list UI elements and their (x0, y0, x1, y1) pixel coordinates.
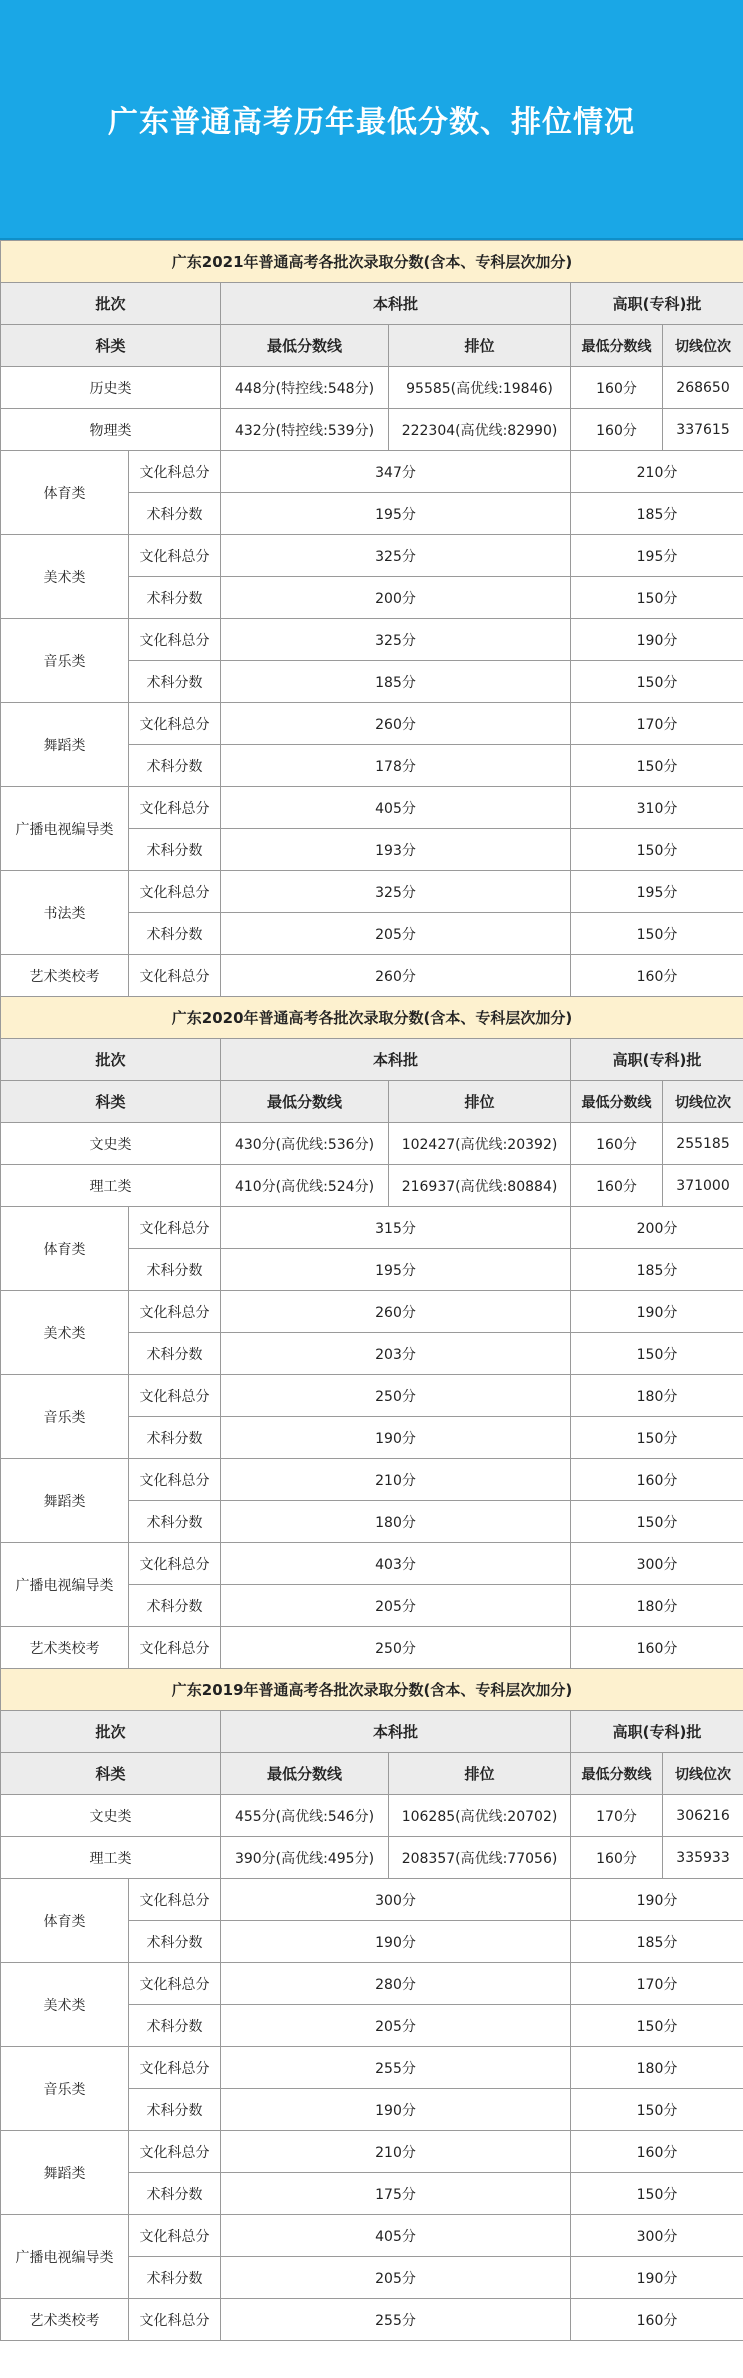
gaozhi-score-cell: 150分 (571, 1501, 743, 1543)
gz-rank-cell: 268650 (663, 367, 743, 409)
gz-rank-cell: 371000 (663, 1165, 743, 1207)
header-min-score: 最低分数线 (221, 325, 389, 367)
min-score-cell: 410分(高优线:524分) (221, 1165, 389, 1207)
benke-score-cell: 347分 (221, 451, 571, 493)
gz-score-cell: 160分 (571, 1123, 663, 1165)
gaozhi-score-cell: 300分 (571, 1543, 743, 1585)
art-category-name: 美术类 (1, 1291, 129, 1375)
gaozhi-score-cell: 300分 (571, 2215, 743, 2257)
gaozhi-score-cell: 195分 (571, 871, 743, 913)
art-row-label: 术科分数 (129, 2089, 221, 2131)
header-category: 科类 (1, 1081, 221, 1123)
gz-rank-cell: 335933 (663, 1837, 743, 1879)
gaozhi-score-cell: 195分 (571, 535, 743, 577)
header-rank: 排位 (389, 1081, 571, 1123)
scores-table-body (1, 241, 743, 2341)
gz-rank-cell: 337615 (663, 409, 743, 451)
art-category-name: 音乐类 (1, 2047, 129, 2131)
gaozhi-score-cell: 150分 (571, 2005, 743, 2047)
gaozhi-score-cell: 150分 (571, 2089, 743, 2131)
header-category: 科类 (1, 1753, 221, 1795)
section-title-row (1, 997, 743, 1039)
art-row-label: 术科分数 (129, 1417, 221, 1459)
section-title: 广东2020年普通高考各批次录取分数(含本、专科层次加分) (1, 997, 743, 1039)
table-row (1, 619, 743, 661)
art-row-label: 术科分数 (129, 913, 221, 955)
gaozhi-score-cell: 160分 (571, 1627, 743, 1669)
min-score-cell: 448分(特控线:548分) (221, 367, 389, 409)
gaozhi-score-cell: 180分 (571, 2047, 743, 2089)
table-row (1, 1123, 743, 1165)
gaozhi-score-cell: 150分 (571, 2173, 743, 2215)
art-row-label: 术科分数 (129, 661, 221, 703)
rank-cell: 208357(高优线:77056) (389, 1837, 571, 1879)
gaozhi-score-cell: 150分 (571, 577, 743, 619)
art-category-name: 舞蹈类 (1, 703, 129, 787)
gaozhi-score-cell: 150分 (571, 1333, 743, 1375)
table-row (1, 409, 743, 451)
gz-score-cell: 170分 (571, 1795, 663, 1837)
art-category-name: 体育类 (1, 1879, 129, 1963)
benke-score-cell: 205分 (221, 1585, 571, 1627)
gz-rank-cell: 306216 (663, 1795, 743, 1837)
table-row (1, 1207, 743, 1249)
section-title-row (1, 241, 743, 283)
art-row-label: 文化科总分 (129, 1963, 221, 2005)
benke-score-cell: 190分 (221, 2089, 571, 2131)
art-row-label: 文化科总分 (129, 955, 221, 997)
art-category-name: 广播电视编导类 (1, 1543, 129, 1627)
benke-score-cell: 178分 (221, 745, 571, 787)
gaozhi-score-cell: 160分 (571, 955, 743, 997)
gaozhi-score-cell: 180分 (571, 1585, 743, 1627)
header-rank: 排位 (389, 1753, 571, 1795)
art-row-label: 文化科总分 (129, 619, 221, 661)
header-benke: 本科批 (221, 1039, 571, 1081)
header-min-score: 最低分数线 (221, 1753, 389, 1795)
header-batch: 批次 (1, 1039, 221, 1081)
min-score-cell: 390分(高优线:495分) (221, 1837, 389, 1879)
art-row-label: 术科分数 (129, 1249, 221, 1291)
gaozhi-score-cell: 160分 (571, 2131, 743, 2173)
benke-score-cell: 260分 (221, 955, 571, 997)
gaozhi-score-cell: 150分 (571, 1417, 743, 1459)
art-row-label: 文化科总分 (129, 1291, 221, 1333)
gaozhi-score-cell: 150分 (571, 829, 743, 871)
art-row-label: 术科分数 (129, 2257, 221, 2299)
benke-score-cell: 175分 (221, 2173, 571, 2215)
table-row (1, 2299, 743, 2341)
art-category-name: 美术类 (1, 535, 129, 619)
art-category-name: 体育类 (1, 451, 129, 535)
art-category-name: 体育类 (1, 1207, 129, 1291)
header-gz-min-score: 最低分数线 (571, 1081, 663, 1123)
gaozhi-score-cell: 190分 (571, 1291, 743, 1333)
art-row-label: 文化科总分 (129, 871, 221, 913)
table-row (1, 2047, 743, 2089)
header-cut-rank: 切线位次 (663, 1081, 743, 1123)
art-row-label: 文化科总分 (129, 451, 221, 493)
benke-score-cell: 190分 (221, 1417, 571, 1459)
header-rank: 排位 (389, 325, 571, 367)
table-row (1, 2131, 743, 2173)
art-row-label: 术科分数 (129, 493, 221, 535)
gaozhi-score-cell: 170分 (571, 1963, 743, 2005)
table-row (1, 1375, 743, 1417)
benke-score-cell: 280分 (221, 1963, 571, 2005)
benke-score-cell: 205分 (221, 913, 571, 955)
min-score-cell: 432分(特控线:539分) (221, 409, 389, 451)
table-row (1, 367, 743, 409)
gz-score-cell: 160分 (571, 367, 663, 409)
header-gaozhi: 高职(专科)批 (571, 283, 743, 325)
table-row (1, 871, 743, 913)
category-name: 历史类 (1, 367, 221, 409)
gaozhi-score-cell: 190分 (571, 619, 743, 661)
header-row-batch (1, 283, 743, 325)
header-batch: 批次 (1, 1711, 221, 1753)
benke-score-cell: 210分 (221, 2131, 571, 2173)
benke-score-cell: 405分 (221, 2215, 571, 2257)
benke-score-cell: 205分 (221, 2257, 571, 2299)
section-title-row (1, 1669, 743, 1711)
rank-cell: 102427(高优线:20392) (389, 1123, 571, 1165)
benke-score-cell: 405分 (221, 787, 571, 829)
category-name: 文史类 (1, 1795, 221, 1837)
art-row-label: 文化科总分 (129, 1543, 221, 1585)
benke-score-cell: 210分 (221, 1459, 571, 1501)
benke-score-cell: 260分 (221, 1291, 571, 1333)
art-row-label: 文化科总分 (129, 535, 221, 577)
art-row-label: 文化科总分 (129, 2131, 221, 2173)
header-row-columns (1, 1081, 743, 1123)
gaozhi-score-cell: 310分 (571, 787, 743, 829)
rank-cell: 216937(高优线:80884) (389, 1165, 571, 1207)
art-row-label: 文化科总分 (129, 2299, 221, 2341)
art-row-label: 术科分数 (129, 745, 221, 787)
header-batch: 批次 (1, 283, 221, 325)
art-row-label: 文化科总分 (129, 1207, 221, 1249)
art-row-label: 术科分数 (129, 577, 221, 619)
page-title: 广东普通高考历年最低分数、排位情况 (108, 105, 635, 140)
header-gaozhi: 高职(专科)批 (571, 1711, 743, 1753)
gaozhi-score-cell: 185分 (571, 493, 743, 535)
art-row-label: 术科分数 (129, 2173, 221, 2215)
rank-cell: 95585(高优线:19846) (389, 367, 571, 409)
art-row-label: 文化科总分 (129, 787, 221, 829)
benke-score-cell: 205分 (221, 2005, 571, 2047)
benke-score-cell: 190分 (221, 1921, 571, 1963)
min-score-cell: 430分(高优线:536分) (221, 1123, 389, 1165)
art-category-name: 书法类 (1, 871, 129, 955)
table-row (1, 1879, 743, 1921)
header-gz-min-score: 最低分数线 (571, 1753, 663, 1795)
gaozhi-score-cell: 185分 (571, 1249, 743, 1291)
gaozhi-score-cell: 150分 (571, 745, 743, 787)
table-row (1, 1963, 743, 2005)
header-row-batch (1, 1711, 743, 1753)
header-min-score: 最低分数线 (221, 1081, 389, 1123)
header-row-columns (1, 325, 743, 367)
benke-score-cell: 260分 (221, 703, 571, 745)
header-row-columns (1, 1753, 743, 1795)
benke-score-cell: 255分 (221, 2299, 571, 2341)
table-row (1, 451, 743, 493)
art-row-label: 文化科总分 (129, 2215, 221, 2257)
art-row-label: 文化科总分 (129, 703, 221, 745)
gaozhi-score-cell: 170分 (571, 703, 743, 745)
gaozhi-score-cell: 160分 (571, 1459, 743, 1501)
header-cut-rank: 切线位次 (663, 1753, 743, 1795)
benke-score-cell: 180分 (221, 1501, 571, 1543)
table-row (1, 1459, 743, 1501)
table-row (1, 1291, 743, 1333)
gaozhi-score-cell: 150分 (571, 661, 743, 703)
art-category-name: 美术类 (1, 1963, 129, 2047)
category-name: 物理类 (1, 409, 221, 451)
art-category-name: 音乐类 (1, 619, 129, 703)
scores-table (0, 240, 743, 2341)
art-category-name: 艺术类校考 (1, 1627, 129, 1669)
art-category-name: 艺术类校考 (1, 955, 129, 997)
table-row (1, 955, 743, 997)
benke-score-cell: 195分 (221, 1249, 571, 1291)
benke-score-cell: 403分 (221, 1543, 571, 1585)
gaozhi-score-cell: 180分 (571, 1375, 743, 1417)
art-row-label: 文化科总分 (129, 1459, 221, 1501)
section-title: 广东2021年普通高考各批次录取分数(含本、专科层次加分) (1, 241, 743, 283)
art-category-name: 音乐类 (1, 1375, 129, 1459)
art-row-label: 术科分数 (129, 1921, 221, 1963)
benke-score-cell: 195分 (221, 493, 571, 535)
gaozhi-score-cell: 210分 (571, 451, 743, 493)
table-row (1, 2215, 743, 2257)
gz-score-cell: 160分 (571, 1837, 663, 1879)
header-cut-rank: 切线位次 (663, 325, 743, 367)
benke-score-cell: 300分 (221, 1879, 571, 1921)
header-gaozhi: 高职(专科)批 (571, 1039, 743, 1081)
table-row (1, 1165, 743, 1207)
gaozhi-score-cell: 160分 (571, 2299, 743, 2341)
table-row (1, 787, 743, 829)
table-row (1, 1627, 743, 1669)
category-name: 理工类 (1, 1165, 221, 1207)
table-row (1, 703, 743, 745)
benke-score-cell: 315分 (221, 1207, 571, 1249)
art-category-name: 舞蹈类 (1, 2131, 129, 2215)
gaozhi-score-cell: 200分 (571, 1207, 743, 1249)
table-row (1, 1543, 743, 1585)
benke-score-cell: 250分 (221, 1375, 571, 1417)
art-row-label: 术科分数 (129, 1333, 221, 1375)
gz-rank-cell: 255185 (663, 1123, 743, 1165)
benke-score-cell: 325分 (221, 619, 571, 661)
art-row-label: 术科分数 (129, 2005, 221, 2047)
art-category-name: 广播电视编导类 (1, 787, 129, 871)
benke-score-cell: 250分 (221, 1627, 571, 1669)
gaozhi-score-cell: 185分 (571, 1921, 743, 1963)
art-category-name: 舞蹈类 (1, 1459, 129, 1543)
art-row-label: 文化科总分 (129, 1627, 221, 1669)
art-row-label: 术科分数 (129, 1501, 221, 1543)
category-name: 文史类 (1, 1123, 221, 1165)
benke-score-cell: 325分 (221, 871, 571, 913)
art-row-label: 文化科总分 (129, 1375, 221, 1417)
min-score-cell: 455分(高优线:546分) (221, 1795, 389, 1837)
rank-cell: 222304(高优线:82990) (389, 409, 571, 451)
table-row (1, 535, 743, 577)
benke-score-cell: 193分 (221, 829, 571, 871)
art-row-label: 术科分数 (129, 1585, 221, 1627)
art-row-label: 术科分数 (129, 829, 221, 871)
rank-cell: 106285(高优线:20702) (389, 1795, 571, 1837)
benke-score-cell: 255分 (221, 2047, 571, 2089)
benke-score-cell: 325分 (221, 535, 571, 577)
header-gz-min-score: 最低分数线 (571, 325, 663, 367)
header-benke: 本科批 (221, 283, 571, 325)
benke-score-cell: 200分 (221, 577, 571, 619)
header-row-batch (1, 1039, 743, 1081)
art-category-name: 艺术类校考 (1, 2299, 129, 2341)
art-category-name: 广播电视编导类 (1, 2215, 129, 2299)
gz-score-cell: 160分 (571, 1165, 663, 1207)
header-benke: 本科批 (221, 1711, 571, 1753)
category-name: 理工类 (1, 1837, 221, 1879)
section-title: 广东2019年普通高考各批次录取分数(含本、专科层次加分) (1, 1669, 743, 1711)
header-category: 科类 (1, 325, 221, 367)
benke-score-cell: 185分 (221, 661, 571, 703)
gaozhi-score-cell: 190分 (571, 2257, 743, 2299)
gaozhi-score-cell: 150分 (571, 913, 743, 955)
art-row-label: 文化科总分 (129, 1879, 221, 1921)
art-row-label: 文化科总分 (129, 2047, 221, 2089)
title-banner (0, 0, 743, 240)
table-row (1, 1837, 743, 1879)
benke-score-cell: 203分 (221, 1333, 571, 1375)
gz-score-cell: 160分 (571, 409, 663, 451)
gaozhi-score-cell: 190分 (571, 1879, 743, 1921)
table-row (1, 1795, 743, 1837)
